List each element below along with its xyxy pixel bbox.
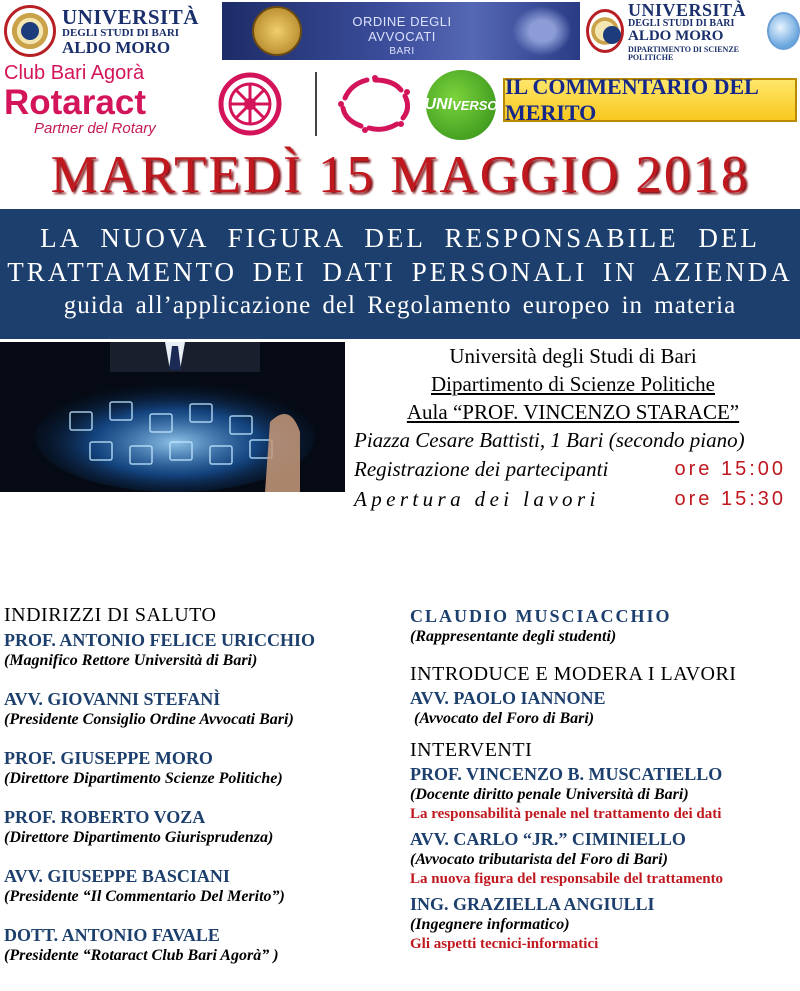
logo-strip <box>0 0 800 62</box>
uniba-right-line2: DEGLI STUDI DI BARI <box>628 17 735 29</box>
speaker-entry <box>410 687 800 729</box>
moderator-heading: INTRODUCE E MODERA I LAVORI <box>410 663 737 685</box>
title-line1: LA NUOVA FIGURA DEL RESPONSABILE DEL <box>40 223 760 253</box>
title-line3: guida all’applicazione del Regolamento europeo in materia <box>63 292 737 319</box>
speaker-name: AVV. PAOLO IANNONE <box>410 688 606 708</box>
speaker-name: AVV. CARLO “JR.” CIMINIELLO <box>410 829 686 849</box>
venue-room: Aula “PROF. VINCENZO STARACE” <box>406 400 740 424</box>
opening-time: ore 15:30 <box>674 488 786 510</box>
registration-label: Registrazione dei partecipanti <box>354 457 609 481</box>
talk-title: Gli aspetti tecnici-informatici <box>410 936 599 952</box>
talks-heading: INTERVENTI <box>410 739 533 761</box>
speaker-name: PROF. ANTONIO FELICE URICCHIO <box>4 630 316 650</box>
logo-divider <box>315 72 317 136</box>
speaker-entry <box>410 893 800 954</box>
speaker-entry <box>410 605 800 647</box>
uniba-logo-right <box>586 2 800 60</box>
opening-row <box>346 484 800 514</box>
uniba-logo-left <box>4 2 199 60</box>
commentario-logo: IL COMMENTARIO DEL MERITO <box>503 78 797 122</box>
speaker-entry <box>4 924 402 966</box>
speaker-role: (Avvocato del Foro di Bari) <box>414 710 595 727</box>
program-right-column <box>410 605 800 954</box>
speaker-entry <box>4 688 402 730</box>
speaker-role: (Presidente “Il Commentario Del Merito”) <box>4 888 285 905</box>
speaker-entry <box>410 828 800 889</box>
speaker-role: (Docente diritto penale Università di Bari) <box>410 786 689 803</box>
speaker-entry <box>4 629 402 671</box>
venue-address: Piazza Cesare Battisti, 1 Bari (secondo piano) <box>354 428 745 452</box>
speaker-role: (Presidente Consiglio Ordine Avvocati Bari) <box>4 711 294 728</box>
speaker-name: ING. GRAZIELLA ANGIULLI <box>410 894 655 914</box>
speaker-role: (Direttore Dipartimento Giurisprudenza) <box>4 829 274 846</box>
speaker-entry <box>4 806 402 848</box>
speaker-entry <box>410 763 800 824</box>
registration-time: ore 15:00 <box>674 458 786 480</box>
uniba-right-line3: ALDO MORO <box>628 27 724 44</box>
ordine-avvocati-banner <box>222 2 580 60</box>
uniba-left-line2: DEGLI STUDI DI BARI <box>62 26 180 39</box>
rotaract-name: Rotaract <box>4 83 146 122</box>
uniba-right-line1: UNIVERSITÀ <box>628 0 747 20</box>
avvocati-title: ORDINE DEGLI AVVOCATI <box>352 14 452 44</box>
venue-university: Università degli Studi di Bari <box>449 344 697 368</box>
venue-department: Dipartimento di Scienze Politiche <box>430 372 715 396</box>
speaker-entry <box>4 747 402 789</box>
speaker-name: DOTT. ANTONIO FAVALE <box>4 925 220 945</box>
globe-icon <box>767 12 800 50</box>
speaker-name: PROF. ROBERTO VOZA <box>4 807 206 827</box>
speaker-name: AVV. GIOVANNI STEFANÌ <box>4 689 221 709</box>
justice-statue-icon <box>512 6 572 56</box>
title-band <box>0 209 800 339</box>
greetings-heading: INDIRIZZI DI SALUTO <box>4 604 217 626</box>
speaker-name: PROF. GIUSEPPE MORO <box>4 748 213 768</box>
speaker-role: (Magnifico Rettore Università di Bari) <box>4 652 258 669</box>
speaker-role: (Presidente “Rotaract Club Bari Agorà” ) <box>4 947 279 964</box>
rotaract-logo <box>4 63 214 143</box>
talk-title: La nuova figura del responsabile del trattamento <box>410 871 724 887</box>
uniba-left-line3: ALDO MORO <box>62 37 171 57</box>
speaker-entry <box>4 865 402 907</box>
universo-text-b: VERSO <box>452 97 498 113</box>
avvocati-city: BARI <box>389 46 415 57</box>
uniba-left-line1: UNIVERSITÀ <box>62 4 199 29</box>
speaker-role: (Avvocato tributarista del Foro di Bari) <box>410 851 668 868</box>
speaker-role: (Ingegnere informatico) <box>410 916 570 933</box>
registration-row <box>346 454 800 484</box>
uniba-right-dept: DIPARTIMENTO DI SCIENZE POLITICHE <box>628 44 739 62</box>
rotaract-club: Club Bari Agorà <box>4 62 145 84</box>
event-date: MARTEDÌ 15 MAGGIO 2018 <box>50 146 750 204</box>
title-line2: TRATTAMENTO DEI DATI PERSONALI IN AZIENDA <box>7 257 793 287</box>
speaker-name: AVV. GIUSEPPE BASCIANI <box>4 866 230 886</box>
data-security-photo <box>0 342 345 492</box>
universo-logo <box>426 70 496 140</box>
medal-icon <box>252 6 302 56</box>
speaker-role: (Rappresentante degli studenti) <box>410 628 617 645</box>
opening-label: Apertura dei lavori <box>354 487 600 511</box>
universo-text-a: UNI <box>424 96 453 113</box>
speaker-role: (Direttore Dipartimento Scienze Politiche) <box>4 770 283 787</box>
rotaract-partner: Partner del Rotary <box>34 120 156 137</box>
rotary-wheel-icon <box>218 72 282 136</box>
speaker-name: PROF. VINCENZO B. MUSCATIELLO <box>410 764 723 784</box>
venue-info <box>346 342 800 514</box>
speaker-name: CLAUDIO MUSCIACCHIO <box>410 606 672 626</box>
talk-title: La responsabilità penale nel trattamento dei dati <box>410 806 722 822</box>
program-left-column <box>4 604 402 966</box>
uniba-seal-icon <box>4 5 56 57</box>
people-ring-icon <box>335 74 415 134</box>
uniba-seal-icon <box>586 9 624 53</box>
